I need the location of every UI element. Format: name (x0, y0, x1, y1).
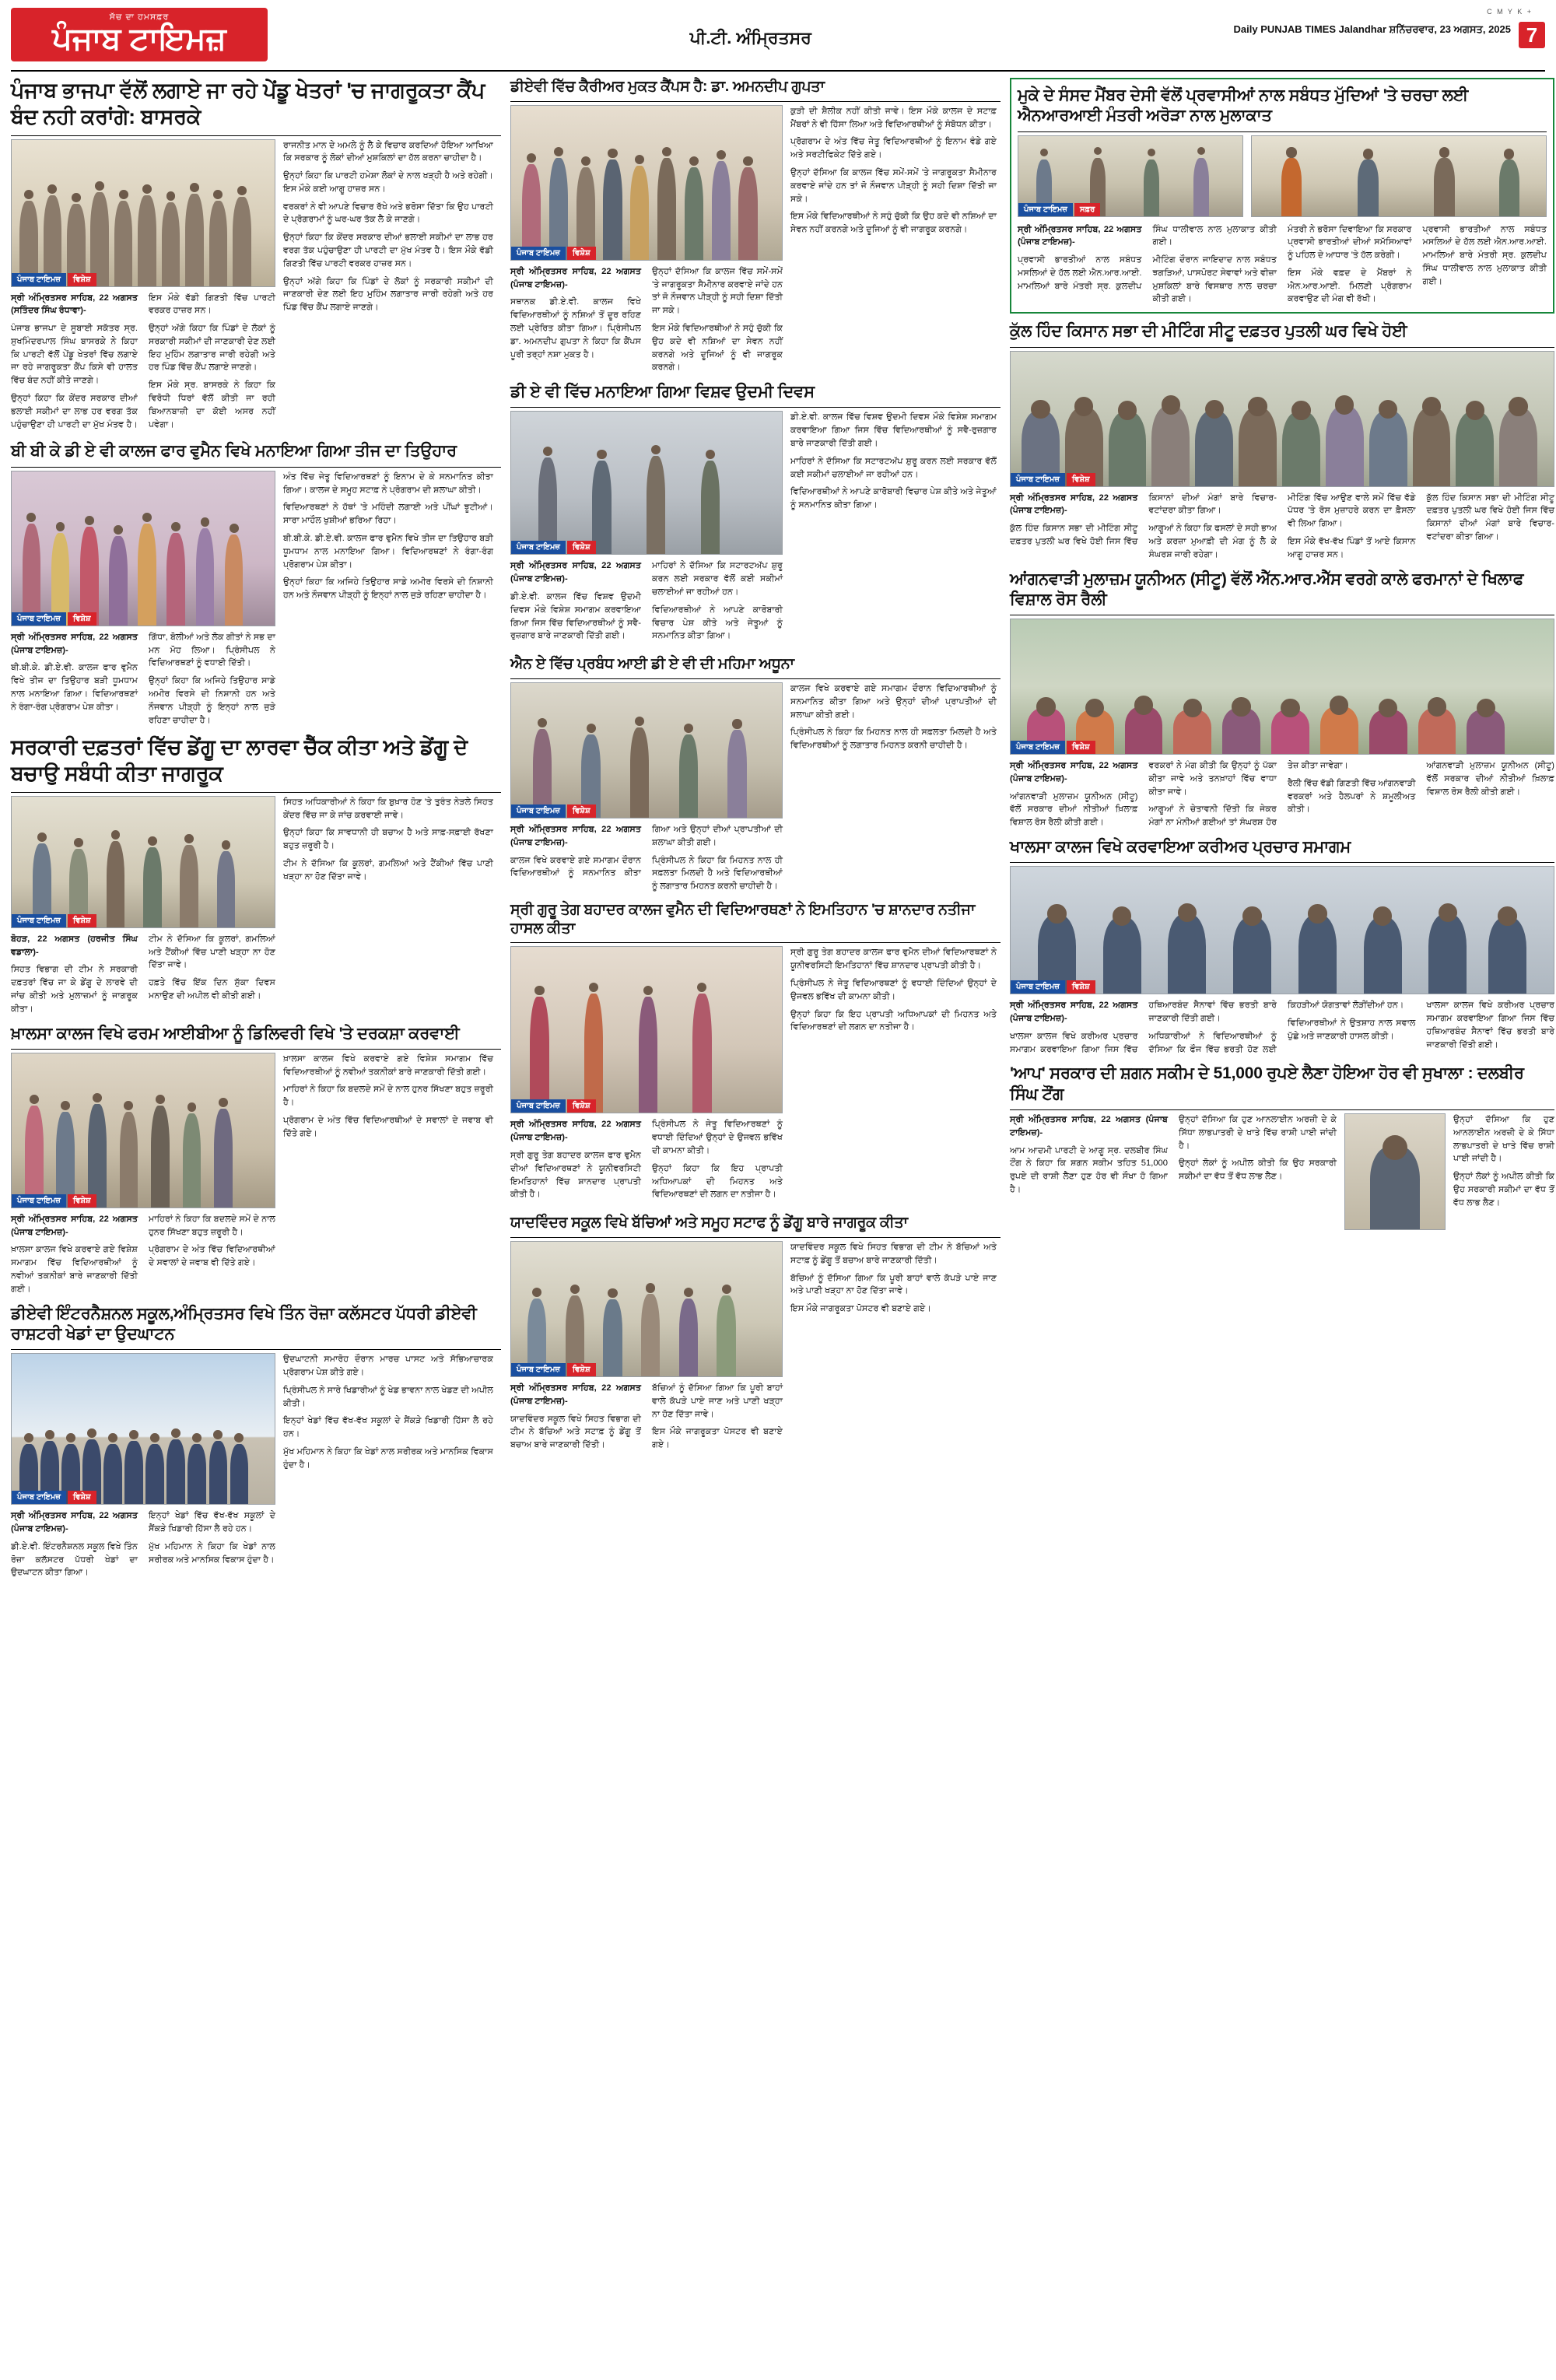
article-paragraph: ਬੀ.ਬੀ.ਕੇ. ਡੀ.ਏ.ਵੀ. ਕਾਲਜ ਫਾਰ ਵੁਮੈਨ ਵਿਖੇ ਤੀਜ ਦਾ ਤਿਉਹਾਰ ਬੜੀ ਧੂਮਧਾਮ ਨਾਲ ਮਨਾਇਆ ਗਿਆ। ਵਿਦਿਆਰਥਣਾਂ ਨੇ ਰੰਗਾ-ਰੰਗ ਪ੍ਰੋਗਰਾਮ ਪੇਸ਼ ਕੀਤਾ। (11, 663, 138, 712)
masthead (11, 8, 1545, 68)
headline: ਪੰਜਾਬ ਭਾਜਪਾ ਵੱਲੋਂ ਲਗਾਏ ਜਾ ਰਹੇ ਪੇਂਡੂ ਖੇਤਰਾਂ 'ਚ ਜਾਗਰੂਕਤਾ ਕੈਂਪ ਬੰਦ ਨਹੀ ਕਰਾਂਗੇ: ਬਾਸਰਕੇ (11, 78, 501, 136)
article-paragraph: ਇਸ ਮੌਕੇ ਜਾਗਰੂਕਤਾ ਪੋਸਟਰ ਵੀ ਬਣਾਏ ਗਏ। (790, 1304, 931, 1314)
article-photo (11, 139, 275, 287)
article-paragraph: ਉਨ੍ਹਾਂ ਅੱਗੇ ਕਿਹਾ ਕਿ ਪਿੰਡਾਂ ਦੇ ਲੋਕਾਂ ਨੂੰ ਸਰਕਾਰੀ ਸਕੀਮਾਂ ਦੀ ਜਾਣਕਾਰੀ ਦੇਣ ਲਈ ਇਹ ਮੁਹਿੰਮ ਲਗਾਤਾਰ ਜਾਰੀ ਰਹੇਗੀ ਅਤੇ ਹਰ ਪਿੰਡ ਵਿੱਚ ਕੈਂਪ ਲਗਾਏ ਜਾਣਗੇ। (283, 276, 493, 313)
photo-credit: ਪੰਜਾਬ ਟਾਇਮਜ਼ ਵਿਸ਼ੇਸ਼ (511, 804, 596, 818)
article-paragraph: ਡੀ.ਏ.ਵੀ. ਕਾਲਜ ਵਿੱਚ ਵਿਸ਼ਵ ਉਦਮੀ ਦਿਵਸ ਮੌਕੇ ਵਿਸ਼ੇਸ਼ ਸਮਾਗਮ ਕਰਵਾਇਆ ਗਿਆ ਜਿਸ ਵਿੱਚ ਵਿਦਿਆਰਥੀਆਂ ਨੂੰ ਸਵੈ-ਰੁਜ਼ਗਾਰ ਬਾਰੇ ਜਾਣਕਾਰੀ ਦਿੱਤੀ ਗਈ। (790, 412, 997, 448)
article-paragraph: ਆਗੂਆਂ ਨੇ ਚੇਤਾਵਨੀ ਦਿੱਤੀ ਕਿ ਜੇਕਰ ਮੰਗਾਂ ਨਾ ਮੰਨੀਆਂ ਗਈਆਂ ਤਾਂ ਸੰਘਰਸ਼ ਹੋਰ ਤੇਜ਼ ਕੀਤਾ ਜਾਵੇਗਾ। (1148, 761, 1349, 828)
article-dateline: ਸ੍ਰੀ ਅੰਮ੍ਰਿਤਸਰ ਸਾਹਿਬ, 22 ਅਗਸਤ (ਪੰਜਾਬ ਟਾਇਮਜ਼)- (510, 824, 641, 847)
article-paragraph: ਪ੍ਰਿੰਸੀਪਲ ਨੇ ਜੇਤੂ ਵਿਦਿਆਰਥਣਾਂ ਨੂੰ ਵਧਾਈ ਦਿੰਦਿਆਂ ਉਨ੍ਹਾਂ ਦੇ ਉਜਵਲ ਭਵਿੱਖ ਦੀ ਕਾਮਨਾ ਕੀਤੀ। (790, 978, 997, 1001)
article-paragraph: ਪ੍ਰਵਾਸੀ ਭਾਰਤੀਆਂ ਨਾਲ ਸਬੰਧਤ ਮਸਲਿਆਂ ਦੇ ਹੱਲ ਲਈ ਐਨ.ਆਰ.ਆਈ. ਮਾਮਲਿਆਂ ਬਾਰੇ ਮੰਤਰੀ ਸ੍ਰ. ਕੁਲਦੀਪ ਸਿੰਘ ਧਾਲੀਵਾਲ ਨਾਲ ਮੁਲਾਕਾਤ ਕੀਤੀ ਗਈ। (1018, 224, 1277, 291)
article-paragraph: ਪ੍ਰਿੰਸੀਪਲ ਨੇ ਕਿਹਾ ਕਿ ਮਿਹਨਤ ਨਾਲ ਹੀ ਸਫ਼ਲਤਾ ਮਿਲਦੀ ਹੈ ਅਤੇ ਵਿਦਿਆਰਥੀਆਂ ਨੂੰ ਲਗਾਤਾਰ ਮਿਹਨਤ ਕਰਨੀ ਚਾਹੀਦੀ ਹੈ। (790, 727, 997, 751)
headline: ਡੀਏਵੀ ਵਿੱਚ ਕੈਰੀਅਰ ਮੁਕਤ ਕੈਂਪਸ ਹੈ: ਡਾ. ਅਮਨਦੀਪ ਗੁਪਤਾ (510, 78, 1001, 102)
article-paragraph: ਖਾਲਸਾ ਕਾਲਜ ਵਿਖੇ ਕਰੀਅਰ ਪ੍ਰਚਾਰ ਸਮਾਗਮ ਕਰਵਾਇਆ ਗਿਆ ਜਿਸ ਵਿੱਚ ਹਥਿਆਰਬੰਦ ਸੈਨਾਵਾਂ ਵਿੱਚ ਭਰਤੀ ਬਾਰੇ ਜਾਣਕਾਰੀ ਦਿੱਤੀ ਗਈ। (1426, 1001, 1554, 1050)
article-paragraph: ਮੀਟਿੰਗ ਦੌਰਾਨ ਜਾਇਦਾਦ ਨਾਲ ਸਬੰਧਤ ਝਗੜਿਆਂ, ਪਾਸਪੋਰਟ ਸੇਵਾਵਾਂ ਅਤੇ ਵੀਜ਼ਾ ਮੁਸ਼ਕਿਲਾਂ ਬਾਰੇ ਵਿਸਥਾਰ ਨਾਲ ਚਰਚਾ ਕੀਤੀ ਗਈ। (1152, 255, 1277, 304)
article-photo (1010, 619, 1554, 755)
article-paragraph: ਸਿਹਤ ਅਧਿਕਾਰੀਆਂ ਨੇ ਕਿਹਾ ਕਿ ਬੁਖ਼ਾਰ ਹੋਣ 'ਤੇ ਤੁਰੰਤ ਨੇੜਲੇ ਸਿਹਤ ਕੇਂਦਰ ਵਿੱਚ ਜਾ ਕੇ ਜਾਂਚ ਕਰਵਾਈ ਜਾਵੇ। (283, 797, 493, 820)
photo-credit: ਪੰਜਾਬ ਟਾਇਮਜ਼ ਵਿਸ਼ੇਸ਼ (511, 1363, 596, 1376)
article-photo (11, 1053, 275, 1208)
article-paragraph: ਕਾਲਜ ਵਿਖੇ ਕਰਵਾਏ ਗਏ ਸਮਾਗਮ ਦੌਰਾਨ ਵਿਦਿਆਰਥੀਆਂ ਨੂੰ ਸਨਮਾਨਿਤ ਕੀਤਾ ਗਿਆ ਅਤੇ ਉਨ੍ਹਾਂ ਦੀਆਂ ਪ੍ਰਾਪਤੀਆਂ ਦੀ ਸ਼ਲਾਘਾ ਕੀਤੀ ਗਈ। (510, 824, 783, 878)
article-paragraph: ਪ੍ਰਿੰਸੀਪਲ ਨੇ ਕਿਹਾ ਕਿ ਮਿਹਨਤ ਨਾਲ ਹੀ ਸਫ਼ਲਤਾ ਮਿਲਦੀ ਹੈ ਅਤੇ ਵਿਦਿਆਰਥੀਆਂ ਨੂੰ ਲਗਾਤਾਰ ਮਿਹਨਤ ਕਰਨੀ ਚਾਹੀਦੀ ਹੈ। (652, 855, 783, 892)
page-number: 7 (1519, 22, 1545, 48)
article-paragraph: ਪ੍ਰਿੰਸੀਪਲ ਨੇ ਸਾਰੇ ਖਿਡਾਰੀਆਂ ਨੂੰ ਖੇਡ ਭਾਵਨਾ ਨਾਲ ਖੇਡਣ ਦੀ ਅਪੀਲ ਕੀਤੀ। (283, 1385, 493, 1408)
photo-credit: ਪੰਜਾਬ ਟਾਇਮਜ਼ ਵਿਸ਼ੇਸ਼ (12, 612, 96, 626)
article-paragraph: ਅਧਿਕਾਰੀਆਂ ਨੇ ਵਿਦਿਆਰਥੀਆਂ ਨੂੰ ਦੱਸਿਆ ਕਿ ਫੌਜ ਵਿੱਚ ਭਰਤੀ ਹੋਣ ਲਈ ਕਿਹੜੀਆਂ ਯੋਗਤਾਵਾਂ ਲੋੜੀਂਦੀਆਂ ਹਨ। (1148, 1001, 1404, 1054)
article-dateline: ਸ੍ਰੀ ਅੰਮ੍ਰਿਤਸਰ ਸਾਹਿਬ, 22 ਅਗਸਤ (ਪੰਜਾਬ ਟਾਇਮਜ਼)- (510, 1383, 641, 1406)
article-paragraph: ਮੀਟਿੰਗ ਵਿੱਚ ਆਉਣ ਵਾਲੇ ਸਮੇਂ ਵਿੱਚ ਵੱਡੇ ਪੱਧਰ 'ਤੇ ਰੋਸ ਮੁਜ਼ਾਹਰੇ ਕਰਨ ਦਾ ਫ਼ੈਸਲਾ ਵੀ ਲਿਆ ਗਿਆ। (1288, 492, 1416, 529)
article-paragraph: ਸਿਹਤ ਵਿਭਾਗ ਦੀ ਟੀਮ ਨੇ ਸਰਕਾਰੀ ਦਫ਼ਤਰਾਂ ਵਿੱਚ ਜਾ ਕੇ ਡੇਂਗੂ ਦੇ ਲਾਰਵੇ ਦੀ ਜਾਂਚ ਕੀਤੀ ਅਤੇ ਮੁਲਾਜ਼ਮਾਂ ਨੂੰ ਜਾਗਰੂਕ ਕੀਤਾ। (11, 965, 138, 1014)
article-dateline: ਸ੍ਰੀ ਅੰਮ੍ਰਿਤਸਰ ਸਾਹਿਬ, 22 ਅਗਸਤ (ਪੰਜਾਬ ਟਾਇਮਜ਼)- (1010, 761, 1138, 783)
article-paragraph: ਸ੍ਰੀ ਗੁਰੂ ਤੇਗ ਬਹਾਦਰ ਕਾਲਜ ਫਾਰ ਵੁਮੈਨ ਦੀਆਂ ਵਿਦਿਆਰਥਣਾਂ ਨੇ ਯੂਨੀਵਰਸਿਟੀ ਇਮਤਿਹਾਨਾਂ ਵਿੱਚ ਸ਼ਾਨਦਾਰ ਪ੍ਰਾਪਤੀ ਕੀਤੀ ਹੈ। (790, 948, 997, 971)
logo-tagline: ਸੱਚ ਦਾ ਹਮਸਫ਼ਰ (109, 12, 170, 22)
page-grid (11, 78, 1554, 1579)
article-paragraph: ਪੰਜਾਬ ਭਾਜਪਾ ਦੇ ਸੂਬਾਈ ਸਕੱਤਰ ਸ੍ਰ. ਸੁਖਮਿੰਦਰਪਾਲ ਸਿੰਘ ਬਾਸਰਕੇ ਨੇ ਕਿਹਾ ਕਿ ਪਾਰਟੀ ਵੱਲੋਂ ਪੇਂਡੂ ਖੇਤਰਾਂ ਵਿੱਚ ਲਗਾਏ ਜਾ ਰਹੇ ਜਾਗਰੂਕਤਾ ਕੈਂਪ ਕਿਸੇ ਵੀ ਹਾਲਤ ਵਿੱਚ ਬੰਦ ਨਹੀਂ ਕੀਤੇ ਜਾਣਗੇ। (11, 324, 138, 386)
headline: ਬੀ ਬੀ ਕੇ ਡੀ ਏ ਵੀ ਕਾਲਜ ਫਾਰ ਵੁਮੈਨ ਵਿਖੇ ਮਨਾਇਆ ਗਿਆ ਤੀਜ ਦਾ ਤਿਉਹਾਰ (11, 441, 501, 467)
photo-credit: ਪੰਜਾਬ ਟਾਇਮਜ਼ ਵਿਸ਼ੇਸ਼ (12, 273, 96, 286)
article-paragraph: ਆਗੂਆਂ ਨੇ ਕਿਹਾ ਕਿ ਫਸਲਾਂ ਦੇ ਸਹੀ ਭਾਅ ਅਤੇ ਕਰਜ਼ਾ ਮੁਆਫ਼ੀ ਦੀ ਮੰਗ ਨੂੰ ਲੈ ਕੇ ਸੰਘਰਸ਼ ਜਾਰੀ ਰਹੇਗਾ। (1148, 524, 1277, 559)
headline: ਕੁੱਲ ਹਿੰਦ ਕਿਸਾਨ ਸਭਾ ਦੀ ਮੀਟਿੰਗ ਸੀਟੂ ਦਫ਼ਤਰ ਪੁਤਲੀ ਘਰ ਵਿਖੇ ਹੋਈ (1010, 321, 1554, 347)
article-paragraph: ਆਂਗਨਵਾੜੀ ਮੁਲਾਜ਼ਮ ਯੂਨੀਅਨ (ਸੀਟੂ) ਵੱਲੋਂ ਸਰਕਾਰ ਦੀਆਂ ਨੀਤੀਆਂ ਖ਼ਿਲਾਫ਼ ਵਿਸ਼ਾਲ ਰੋਸ ਰੈਲੀ ਕੀਤੀ ਗਈ। (1426, 761, 1554, 797)
article-paragraph: ਉਨ੍ਹਾਂ ਕਿਹਾ ਕਿ ਇਹ ਪ੍ਰਾਪਤੀ ਅਧਿਆਪਕਾਂ ਦੀ ਮਿਹਨਤ ਅਤੇ ਵਿਦਿਆਰਥਣਾਂ ਦੀ ਲਗਨ ਦਾ ਨਤੀਜਾ ਹੈ। (652, 1163, 783, 1200)
article-paragraph: ਇਸ ਮੌਕੇ ਵੱਖ-ਵੱਖ ਪਿੰਡਾਂ ਤੋਂ ਆਏ ਕਿਸਾਨ ਆਗੂ ਹਾਜ਼ਰ ਸਨ। (1288, 536, 1416, 559)
article-paragraph: ਉਨ੍ਹਾਂ ਲੋਕਾਂ ਨੂੰ ਅਪੀਲ ਕੀਤੀ ਕਿ ਉਹ ਸਰਕਾਰੀ ਸਕੀਮਾਂ ਦਾ ਵੱਧ ਤੋਂ ਵੱਧ ਲਾਭ ਲੈਣ। (1179, 1158, 1337, 1182)
article-paragraph: ਆਂਗਨਵਾੜੀ ਮੁਲਾਜ਼ਮ ਯੂਨੀਅਨ (ਸੀਟੂ) ਵੱਲੋਂ ਸਰਕਾਰ ਦੀਆਂ ਨੀਤੀਆਂ ਖ਼ਿਲਾਫ਼ ਵਿਸ਼ਾਲ ਰੋਸ ਰੈਲੀ ਕੀਤੀ ਗਈ। (1010, 791, 1138, 828)
article-paragraph: ਗਿੱਧਾ, ਬੋਲੀਆਂ ਅਤੇ ਲੋਕ ਗੀਤਾਂ ਨੇ ਸਭ ਦਾ ਮਨ ਮੋਹ ਲਿਆ। ਪ੍ਰਿੰਸੀਪਲ ਨੇ ਵਿਦਿਆਰਥਣਾਂ ਨੂੰ ਵਧਾਈ ਦਿੱਤੀ। (149, 632, 275, 668)
article-dateline: ਸ੍ਰੀ ਅੰਮ੍ਰਿਤਸਰ ਸਾਹਿਬ, 22 ਅਗਸਤ (ਪੰਜਾਬ ਟਾਇਮਜ਼)- (510, 1120, 641, 1143)
article-paragraph: ਵਰਕਰਾਂ ਨੇ ਵੀ ਆਪਣੇ ਵਿਚਾਰ ਰੱਖੇ ਅਤੇ ਭਰੋਸਾ ਦਿੱਤਾ ਕਿ ਉਹ ਪਾਰਟੀ ਦੇ ਪ੍ਰੋਗਰਾਮਾਂ ਨੂੰ ਘਰ-ਘਰ ਤੱਕ ਲੈ ਕੇ ਜਾਣਗੇ। (283, 202, 493, 225)
article-paragraph: ਕੁੱਲ ਹਿੰਦ ਕਿਸਾਨ ਸਭਾ ਦੀ ਮੀਟਿੰਗ ਸੀਟੂ ਦਫ਼ਤਰ ਪੁਤਲੀ ਘਰ ਵਿਖੇ ਹੋਈ ਜਿਸ ਵਿੱਚ ਕਿਸਾਨਾਂ ਦੀਆਂ ਮੰਗਾਂ ਬਾਰੇ ਵਿਚਾਰ-ਵਟਾਂਦਰਾ ਕੀਤਾ ਗਿਆ। (1426, 492, 1554, 542)
column-middle (510, 78, 1001, 1579)
article-dateline: ਬੋਹੜ, 22 ਅਗਸਤ (ਹਰਜੀਤ ਸਿੰਘ ਵਡਾਲਾ)- (11, 934, 138, 957)
article-paragraph: ਯਾਦਵਿੰਦਰ ਸਕੂਲ ਵਿਖੇ ਸਿਹਤ ਵਿਭਾਗ ਦੀ ਟੀਮ ਨੇ ਬੱਚਿਆਂ ਅਤੇ ਸਟਾਫ਼ ਨੂੰ ਡੇਂਗੂ ਤੋਂ ਬਚਾਅ ਬਾਰੇ ਜਾਣਕਾਰੀ ਦਿੱਤੀ। (510, 1414, 641, 1450)
article-a11 (510, 901, 1001, 1206)
article-dateline: ਸ੍ਰੀ ਅੰਮ੍ਰਿਤਸਰ ਸਾਹਿਬ, 22 ਅਗਸਤ (ਪੰਜਾਬ ਟਾਇਮਜ਼)- (11, 1511, 138, 1534)
article-paragraph: ਵਰਕਰਾਂ ਨੇ ਮੰਗ ਕੀਤੀ ਕਿ ਉਨ੍ਹਾਂ ਨੂੰ ਪੱਕਾ ਕੀਤਾ ਜਾਵੇ ਅਤੇ ਤਨਖ਼ਾਹਾਂ ਵਿੱਚ ਵਾਧਾ ਕੀਤਾ ਜਾਵੇ। (1148, 761, 1277, 797)
cmyk-marks-right: C M Y K + (1487, 8, 1533, 16)
article-paragraph: ਪ੍ਰੋਗਰਾਮ ਦੇ ਅੰਤ ਵਿੱਚ ਵਿਦਿਆਰਥੀਆਂ ਦੇ ਸਵਾਲਾਂ ਦੇ ਜਵਾਬ ਵੀ ਦਿੱਤੇ ਗਏ। (283, 1116, 493, 1138)
article-paragraph: ਸ੍ਰੀ ਗੁਰੂ ਤੇਗ ਬਹਾਦਰ ਕਾਲਜ ਫਾਰ ਵੁਮੈਨ ਦੀਆਂ ਵਿਦਿਆਰਥਣਾਂ ਨੇ ਯੂਨੀਵਰਸਿਟੀ ਇਮਤਿਹਾਨਾਂ ਵਿੱਚ ਸ਼ਾਨਦਾਰ ਪ੍ਰਾਪਤੀ ਕੀਤੀ ਹੈ। (510, 1150, 641, 1200)
article-paragraph: ਆਮ ਆਦਮੀ ਪਾਰਟੀ ਦੇ ਆਗੂ ਸ੍ਰ. ਦਲਬੀਰ ਸਿੰਘ ਟੌਂਗ ਨੇ ਕਿਹਾ ਕਿ ਸ਼ਗਨ ਸਕੀਮ ਤਹਿਤ 51,000 ਰੁਪਏ ਦੀ ਰਾਸ਼ੀ ਲੈਣਾ ਹੁਣ ਹੋਰ ਵੀ ਸੌਖਾ ਹੋ ਗਿਆ ਹੈ। (1010, 1145, 1168, 1194)
column-right (1010, 78, 1554, 1579)
article-paragraph: ਬੱਚਿਆਂ ਨੂੰ ਦੱਸਿਆ ਗਿਆ ਕਿ ਪੂਰੀ ਬਾਹਾਂ ਵਾਲੇ ਕੱਪੜੇ ਪਾਏ ਜਾਣ ਅਤੇ ਪਾਣੀ ਖੜ੍ਹਾ ਨਾ ਹੋਣ ਦਿੱਤਾ ਜਾਵੇ। (652, 1383, 783, 1419)
article-paragraph: ਬੱਚਿਆਂ ਨੂੰ ਦੱਸਿਆ ਗਿਆ ਕਿ ਪੂਰੀ ਬਾਹਾਂ ਵਾਲੇ ਕੱਪੜੇ ਪਾਏ ਜਾਣ ਅਤੇ ਪਾਣੀ ਖੜ੍ਹਾ ਨਾ ਹੋਣ ਦਿੱਤਾ ਜਾਵੇ। (790, 1273, 997, 1296)
headline: ਆਂਗਨਵਾੜੀ ਮੁਲਾਜ਼ਮ ਯੂਨੀਅਨ (ਸੀਟੂ) ਵੱਲੋਂ ਐੱਨ.ਆਰ.ਐੱਸ ਵਰਗੇ ਕਾਲੇ ਫਰਮਾਨਾਂ ਦੇ ਖਿਲਾਫ ਵਿਸ਼ਾਲ ਰੋਸ ਰੈਲੀ (1010, 570, 1554, 616)
article-paragraph: ਇਸ ਮੌਕੇ ਵਿਦਿਆਰਥੀਆਂ ਨੇ ਸਹੁੰ ਚੁੱਕੀ ਕਿ ਉਹ ਕਦੇ ਵੀ ਨਸ਼ਿਆਂ ਦਾ ਸੇਵਨ ਨਹੀਂ ਕਰਨਗੇ ਅਤੇ ਦੂਜਿਆਂ ਨੂੰ ਵੀ ਜਾਗਰੂਕ ਕਰਨਗੇ। (790, 212, 997, 235)
article-paragraph: ਉਨ੍ਹਾਂ ਕਿਹਾ ਕਿ ਅਜਿਹੇ ਤਿਉਹਾਰ ਸਾਡੇ ਅਮੀਰ ਵਿਰਸੇ ਦੀ ਨਿਸ਼ਾਨੀ ਹਨ ਅਤੇ ਨੌਜਵਾਨ ਪੀੜ੍ਹੀ ਨੂੰ ਇਨ੍ਹਾਂ ਨਾਲ ਜੁੜੇ ਰਹਿਣਾ ਚਾਹੀਦਾ ਹੈ। (149, 676, 275, 725)
logo-title: ਪੰਜਾਬ ਟਾਇਮਜ਼ (52, 22, 226, 56)
article-a9 (1010, 570, 1554, 829)
headline: ਯਾਦਵਿੰਦਰ ਸਕੂਲ ਵਿਖੇ ਬੱਚਿਆਂ ਅਤੇ ਸਮੂਹ ਸਟਾਫ ਨੂੰ ਡੇਂਗੂ ਬਾਰੇ ਜਾਗਰੂਕ ਕੀਤਾ (510, 1214, 1001, 1238)
article-paragraph: ਖ਼ਾਲਸਾ ਕਾਲਜ ਵਿਖੇ ਕਰਵਾਏ ਗਏ ਵਿਸ਼ੇਸ਼ ਸਮਾਗਮ ਵਿੱਚ ਵਿਦਿਆਰਥੀਆਂ ਨੂੰ ਨਵੀਆਂ ਤਕਨੀਕਾਂ ਬਾਰੇ ਜਾਣਕਾਰੀ ਦਿੱਤੀ ਗਈ। (11, 1245, 138, 1294)
masthead-rule (11, 70, 1545, 72)
article-paragraph: ਕੁੜੀ ਦੀ ਸ਼ੈਲੀਕ ਨਹੀਂ ਕੀਤੀ ਜਾਵੇ। ਇਸ ਮੌਕੇ ਕਾਲਜ ਦੇ ਸਟਾਫ਼ ਮੈਂਬਰਾਂ ਨੇ ਵੀ ਹਿੱਸਾ ਲਿਆ ਅਤੇ ਵਿਦਿਆਰਥੀਆਂ ਨੂੰ ਸੰਬੋਧਨ ਕੀਤਾ। (790, 106, 997, 129)
article-paragraph: ਕਾਲਜ ਵਿਖੇ ਕਰਵਾਏ ਗਏ ਸਮਾਗਮ ਦੌਰਾਨ ਵਿਦਿਆਰਥੀਆਂ ਨੂੰ ਸਨਮਾਨਿਤ ਕੀਤਾ ਗਿਆ ਅਤੇ ਉਨ੍ਹਾਂ ਦੀਆਂ ਪ੍ਰਾਪਤੀਆਂ ਦੀ ਸ਼ਲਾਘਾ ਕੀਤੀ ਗਈ। (790, 683, 997, 720)
article-a10 (11, 1024, 501, 1296)
article-paragraph: ਇਸ ਮੌਕੇ ਜਾਗਰੂਕਤਾ ਪੋਸਟਰ ਵੀ ਬਣਾਏ ਗਏ। (652, 1427, 783, 1450)
article-paragraph: ਡੀ.ਏ.ਵੀ. ਇੰਟਰਨੈਸ਼ਨਲ ਸਕੂਲ ਵਿਖੇ ਤਿੰਨ ਰੋਜ਼ਾ ਕਲੱਸਟਰ ਪੱਧਰੀ ਖੇਡਾਂ ਦਾ ਉਦਘਾਟਨ ਕੀਤਾ ਗਿਆ। (11, 1541, 138, 1578)
article-paragraph: ਉਨ੍ਹਾਂ ਦੱਸਿਆ ਕਿ ਹੁਣ ਆਨਲਾਈਨ ਅਰਜ਼ੀ ਦੇ ਕੇ ਸਿੱਧਾ ਲਾਭਪਾਤਰੀ ਦੇ ਖਾਤੇ ਵਿੱਚ ਰਾਸ਼ੀ ਪਾਈ ਜਾਂਦੀ ਹੈ। (1453, 1114, 1554, 1164)
headline: 'ਆਪ' ਸਰਕਾਰ ਦੀ ਸ਼ਗਨ ਸਕੀਮ ਦੇ 51,000 ਰੁਪਏ ਲੈਣਾ ਹੋਇਆ ਹੋਰ ਵੀ ਸੁਖਾਲਾ : ਦਲਬੀਰ ਸਿੰਘ ਟੌਂਗ (1010, 1064, 1554, 1110)
date-line: Daily PUNJAB TIMES Jalandhar ਸ਼ਨਿੱਚਰਵਾਰ, 23 ਅਗਸਤ, 2025 (1233, 23, 1511, 35)
article-paragraph: ਖਾਲਸਾ ਕਾਲਜ ਵਿਖੇ ਕਰੀਅਰ ਪ੍ਰਚਾਰ ਸਮਾਗਮ ਕਰਵਾਇਆ ਗਿਆ ਜਿਸ ਵਿੱਚ ਹਥਿਆਰਬੰਦ ਸੈਨਾਵਾਂ ਵਿੱਚ ਭਰਤੀ ਬਾਰੇ ਜਾਣਕਾਰੀ ਦਿੱਤੀ ਗਈ। (1010, 1001, 1277, 1054)
article-paragraph: ਇਸ ਮੌਕੇ ਵਿਦਿਆਰਥੀਆਂ ਨੇ ਸਹੁੰ ਚੁੱਕੀ ਕਿ ਉਹ ਕਦੇ ਵੀ ਨਸ਼ਿਆਂ ਦਾ ਸੇਵਨ ਨਹੀਂ ਕਰਨਗੇ ਅਤੇ ਦੂਜਿਆਂ ਨੂੰ ਵੀ ਜਾਗਰੂਕ ਕਰਨਗੇ। (652, 323, 783, 373)
article-paragraph: ਵਿਦਿਆਰਥਣਾਂ ਨੇ ਹੱਥਾਂ 'ਤੇ ਮਹਿੰਦੀ ਲਗਾਈ ਅਤੇ ਪੀਂਘਾਂ ਝੂਟੀਆਂ। ਸਾਰਾ ਮਾਹੌਲ ਖੁਸ਼ੀਆਂ ਭਰਿਆ ਰਿਹਾ। (283, 503, 493, 526)
article-dateline: ਸ੍ਰੀ ਅੰਮ੍ਰਿਤਸਰ ਸਾਹਿਬ, 22 ਅਗਸਤ (ਪੰਜਾਬ ਟਾਇਮਜ਼)- (1010, 1114, 1168, 1137)
photo-credit: ਪੰਜਾਬ ਟਾਇਮਜ਼ ਵਿਸ਼ੇਸ਼ (12, 1194, 96, 1208)
headline: ਸਰਕਾਰੀ ਦਫ਼ਤਰਾਂ ਵਿੱਚ ਡੇਂਗੂ ਦਾ ਲਾਰਵਾ ਚੈੱਕ ਕੀਤਾ ਅਤੇ ਡੇਂਗੂ ਦੇ ਬਚਾਉ ਸਬੰਧੀ ਕੀਤਾ ਜਾਗਰੂਕ (11, 734, 501, 793)
photo-credit: ਪੰਜਾਬ ਟਾਇਮਜ਼ ਵਿਸ਼ੇਸ਼ (511, 1099, 596, 1113)
article-a3 (1010, 78, 1554, 314)
article-paragraph: ਪ੍ਰਵਾਸੀ ਭਾਰਤੀਆਂ ਨਾਲ ਸਬੰਧਤ ਮਸਲਿਆਂ ਦੇ ਹੱਲ ਲਈ ਐਨ.ਆਰ.ਆਈ. ਮਾਮਲਿਆਂ ਬਾਰੇ ਮੰਤਰੀ ਸ੍ਰ. ਕੁਲਦੀਪ ਸਿੰਘ ਧਾਲੀਵਾਲ ਨਾਲ ਮੁਲਾਕਾਤ ਕੀਤੀ ਗਈ। (1422, 224, 1547, 286)
article-a1 (11, 78, 501, 433)
article-a12 (1010, 837, 1554, 1056)
article-paragraph: ਟੀਮ ਨੇ ਦੱਸਿਆ ਕਿ ਕੂਲਰਾਂ, ਗਮਲਿਆਂ ਅਤੇ ਟੈਂਕੀਆਂ ਵਿੱਚ ਪਾਣੀ ਖੜ੍ਹਾ ਨਾ ਹੋਣ ਦਿੱਤਾ ਜਾਵੇ। (149, 934, 275, 970)
article-a2 (510, 78, 1001, 374)
article-dateline: ਸ੍ਰੀ ਅੰਮ੍ਰਿਤਸਰ ਸਾਹਿਬ, 22 ਅਗਸਤ (ਪੰਜਾਬ ਟਾਇਮਜ਼)- (510, 561, 641, 584)
article-paragraph: ਮਾਹਿਰਾਂ ਨੇ ਕਿਹਾ ਕਿ ਬਦਲਦੇ ਸਮੇਂ ਦੇ ਨਾਲ ਹੁਨਰ ਸਿੱਖਣਾ ਬਹੁਤ ਜ਼ਰੂਰੀ ਹੈ। (149, 1214, 275, 1237)
article-paragraph: ਮਾਹਿਰਾਂ ਨੇ ਦੱਸਿਆ ਕਿ ਸਟਾਰਟਅੱਪ ਸ਼ੁਰੂ ਕਰਨ ਲਈ ਸਰਕਾਰ ਵੱਲੋਂ ਕਈ ਸਕੀਮਾਂ ਚਲਾਈਆਂ ਜਾ ਰਹੀਆਂ ਹਨ। (790, 456, 997, 479)
article-paragraph: ਰੈਲੀ ਵਿੱਚ ਵੱਡੀ ਗਿਣਤੀ ਵਿੱਚ ਆਂਗਨਵਾੜੀ ਵਰਕਰਾਂ ਅਤੇ ਹੈਲਪਰਾਂ ਨੇ ਸ਼ਮੂਲੀਅਤ ਕੀਤੀ। (1288, 778, 1416, 815)
photo-credit: ਪੰਜਾਬ ਟਾਇਮਜ਼ ਵਿਸ਼ੇਸ਼ (12, 914, 96, 927)
article-paragraph: ਇਨ੍ਹਾਂ ਖੇਡਾਂ ਵਿੱਚ ਵੱਖ-ਵੱਖ ਸਕੂਲਾਂ ਦੇ ਸੈਂਕੜੇ ਖਿਡਾਰੀ ਹਿੱਸਾ ਲੈ ਰਹੇ ਹਨ। (283, 1416, 493, 1439)
article-paragraph: ਮੁੱਖ ਮਹਿਮਾਨ ਨੇ ਕਿਹਾ ਕਿ ਖੇਡਾਂ ਨਾਲ ਸਰੀਰਕ ਅਤੇ ਮਾਨਸਿਕ ਵਿਕਾਸ ਹੁੰਦਾ ਹੈ। (283, 1446, 493, 1470)
article-photo (11, 796, 275, 928)
article-paragraph: ਵਿਦਿਆਰਥੀਆਂ ਨੇ ਉਤਸ਼ਾਹ ਨਾਲ ਸਵਾਲ ਪੁੱਛੇ ਅਤੇ ਜਾਣਕਾਰੀ ਹਾਸਲ ਕੀਤੀ। (1288, 1018, 1416, 1041)
article-paragraph: ਉਨ੍ਹਾਂ ਦੱਸਿਆ ਕਿ ਕਾਲਜ ਵਿੱਚ ਸਮੇਂ-ਸਮੇਂ 'ਤੇ ਜਾਗਰੂਕਤਾ ਸੈਮੀਨਾਰ ਕਰਵਾਏ ਜਾਂਦੇ ਹਨ ਤਾਂ ਜੋ ਨੌਜਵਾਨ ਪੀੜ੍ਹੀ ਨੂੰ ਸਹੀ ਦਿਸ਼ਾ ਦਿੱਤੀ ਜਾ ਸਕੇ। (790, 167, 997, 204)
article-photo-secondary (1251, 135, 1547, 217)
article-paragraph: ਮਾਹਿਰਾਂ ਨੇ ਕਿਹਾ ਕਿ ਬਦਲਦੇ ਸਮੇਂ ਦੇ ਨਾਲ ਹੁਨਰ ਸਿੱਖਣਾ ਬਹੁਤ ਜ਼ਰੂਰੀ ਹੈ। (283, 1085, 493, 1108)
article-paragraph: ਉਨ੍ਹਾਂ ਦੱਸਿਆ ਕਿ ਕਾਲਜ ਵਿੱਚ ਸਮੇਂ-ਸਮੇਂ 'ਤੇ ਜਾਗਰੂਕਤਾ ਸੈਮੀਨਾਰ ਕਰਵਾਏ ਜਾਂਦੇ ਹਨ ਤਾਂ ਜੋ ਨੌਜਵਾਨ ਪੀੜ੍ਹੀ ਨੂੰ ਸਹੀ ਦਿਸ਼ਾ ਦਿੱਤੀ ਜਾ ਸਕੇ। (652, 266, 783, 316)
article-photo (510, 1241, 783, 1377)
article-paragraph: ਉਨ੍ਹਾਂ ਕਿਹਾ ਕਿ ਸਾਵਧਾਨੀ ਹੀ ਬਚਾਅ ਹੈ ਅਤੇ ਸਾਫ਼-ਸਫ਼ਾਈ ਰੱਖਣਾ ਬਹੁਤ ਜ਼ਰੂਰੀ ਹੈ। (283, 828, 493, 851)
photo-credit: ਪੰਜਾਬ ਟਾਇਮਜ਼ ਸਫ਼ਰ (1018, 203, 1100, 216)
article-a14 (510, 1214, 1001, 1456)
article-photo (11, 471, 275, 626)
headline: ਐਨ ਏ ਵਿੱਚ ਪ੍ਰਬੰਧ ਆਈ ਡੀ ਏ ਵੀ ਦੀ ਮਹਿਮਾ ਅਧੂਨਾ (510, 655, 1001, 679)
article-paragraph: ਅੰਤ ਵਿੱਚ ਜੇਤੂ ਵਿਦਿਆਰਥਣਾਂ ਨੂੰ ਇਨਾਮ ਦੇ ਕੇ ਸਨਮਾਨਿਤ ਕੀਤਾ ਗਿਆ। ਕਾਲਜ ਦੇ ਸਮੂਹ ਸਟਾਫ਼ ਨੇ ਪ੍ਰੋਗਰਾਮ ਦੀ ਸ਼ਲਾਘਾ ਕੀਤੀ। (283, 471, 493, 495)
headline: ਮੁਕੇ ਦੇ ਸੰਸਦ ਮੈਂਬਰ ਦੇਸੀ ਵੱਲੋਂ ਪ੍ਰਵਾਸੀਆਂ ਨਾਲ ਸਬੰਧਤ ਮੁੱਦਿਆਂ 'ਤੇ ਚਰਚਾ ਲਈ ਐਨਆਰਆਈ ਮੰਤਰੀ ਅਰੋੜਾ ਨਾਲ ਮੁਲਾਕਾਤ (1018, 86, 1547, 132)
article-a4 (11, 441, 501, 727)
article-paragraph: ਹਫ਼ਤੇ ਵਿੱਚ ਇੱਕ ਦਿਨ ਸੁੱਕਾ ਦਿਵਸ ਮਨਾਉਣ ਦੀ ਅਪੀਲ ਵੀ ਕੀਤੀ ਗਈ। (149, 978, 275, 1001)
article-paragraph: ਉਨ੍ਹਾਂ ਅੱਗੇ ਕਿਹਾ ਕਿ ਪਿੰਡਾਂ ਦੇ ਲੋਕਾਂ ਨੂੰ ਸਰਕਾਰੀ ਸਕੀਮਾਂ ਦੀ ਜਾਣਕਾਰੀ ਦੇਣ ਲਈ ਇਹ ਮੁਹਿੰਮ ਲਗਾਤਾਰ ਜਾਰੀ ਰਹੇਗੀ ਅਤੇ ਹਰ ਪਿੰਡ ਵਿੱਚ ਕੈਂਪ ਲਗਾਏ ਜਾਣਗੇ। (149, 324, 275, 373)
article-paragraph: ਪ੍ਰੋਗਰਾਮ ਦੇ ਅੰਤ ਵਿੱਚ ਵਿਦਿਆਰਥੀਆਂ ਦੇ ਸਵਾਲਾਂ ਦੇ ਜਵਾਬ ਵੀ ਦਿੱਤੇ ਗਏ। (149, 1245, 275, 1268)
article-a7 (11, 734, 501, 1015)
article-paragraph: ਉਦਘਾਟਨੀ ਸਮਾਰੋਹ ਦੌਰਾਨ ਮਾਰਚ ਪਾਸਟ ਅਤੇ ਸੱਭਿਆਚਾਰਕ ਪ੍ਰੋਗਰਾਮ ਪੇਸ਼ ਕੀਤੇ ਗਏ। (283, 1355, 493, 1377)
photo-credit: ਪੰਜਾਬ ਟਾਇਮਜ਼ ਵਿਸ਼ੇਸ਼ (1011, 741, 1095, 754)
article-paragraph: ਰਾਜਨੀਤ ਮਾਨ ਦੇ ਅਮਲੇ ਨੂੰ ਲੈ ਕੇ ਵਿਚਾਰ ਕਰਦਿਆਂ ਹੋਇਆ ਆਖਿਆ ਕਿ ਸਰਕਾਰ ਨੂੰ ਲੋਕਾਂ ਦੀਆਂ ਮੁਸ਼ਕਿਲਾਂ ਦਾ ਹੱਲ ਕਰਨਾ ਚਾਹੀਦਾ ਹੈ। (283, 140, 493, 163)
article-photo (1018, 135, 1243, 217)
article-paragraph: ਮਾਹਿਰਾਂ ਨੇ ਦੱਸਿਆ ਕਿ ਸਟਾਰਟਅੱਪ ਸ਼ੁਰੂ ਕਰਨ ਲਈ ਸਰਕਾਰ ਵੱਲੋਂ ਕਈ ਸਕੀਮਾਂ ਚਲਾਈਆਂ ਜਾ ਰਹੀਆਂ ਹਨ। (652, 561, 783, 597)
article-paragraph: ਕੁੱਲ ਹਿੰਦ ਕਿਸਾਨ ਸਭਾ ਦੀ ਮੀਟਿੰਗ ਸੀਟੂ ਦਫ਼ਤਰ ਪੁਤਲੀ ਘਰ ਵਿਖੇ ਹੋਈ ਜਿਸ ਵਿੱਚ ਕਿਸਾਨਾਂ ਦੀਆਂ ਮੰਗਾਂ ਬਾਰੇ ਵਿਚਾਰ-ਵਟਾਂਦਰਾ ਕੀਤਾ ਗਿਆ। (1010, 492, 1277, 546)
article-paragraph: ਉਨ੍ਹਾਂ ਕਿਹਾ ਕਿ ਅਜਿਹੇ ਤਿਉਹਾਰ ਸਾਡੇ ਅਮੀਰ ਵਿਰਸੇ ਦੀ ਨਿਸ਼ਾਨੀ ਹਨ ਅਤੇ ਨੌਜਵਾਨ ਪੀੜ੍ਹੀ ਨੂੰ ਇਨ੍ਹਾਂ ਨਾਲ ਜੁੜੇ ਰਹਿਣਾ ਚਾਹੀਦਾ ਹੈ। (283, 577, 493, 601)
article-paragraph: ਉਨ੍ਹਾਂ ਕਿਹਾ ਕਿ ਕੇਂਦਰ ਸਰਕਾਰ ਦੀਆਂ ਭਲਾਈ ਸਕੀਮਾਂ ਦਾ ਲਾਭ ਹਰ ਵਰਗ ਤੱਕ ਪਹੁੰਚਾਉਣਾ ਹੀ ਪਾਰਟੀ ਦਾ ਮੁੱਖ ਮੰਤਵ ਹੈ। ਇਸ ਮੌਕੇ ਵੱਡੀ ਗਿਣਤੀ ਵਿੱਚ ਪਾਰਟੀ ਵਰਕਰ ਹਾਜ਼ਰ ਸਨ। (283, 233, 493, 268)
article-paragraph: ਉਨ੍ਹਾਂ ਕਿਹਾ ਕਿ ਪਾਰਟੀ ਹਮੇਸ਼ਾ ਲੋਕਾਂ ਦੇ ਨਾਲ ਖੜ੍ਹੀ ਹੈ ਅਤੇ ਰਹੇਗੀ। ਇਸ ਮੌਕੇ ਕਈ ਆਗੂ ਹਾਜ਼ਰ ਸਨ। (283, 171, 493, 194)
article-paragraph: ਬੀ.ਬੀ.ਕੇ. ਡੀ.ਏ.ਵੀ. ਕਾਲਜ ਫਾਰ ਵੁਮੈਨ ਵਿਖੇ ਤੀਜ ਦਾ ਤਿਉਹਾਰ ਬੜੀ ਧੂਮਧਾਮ ਨਾਲ ਮਨਾਇਆ ਗਿਆ। ਵਿਦਿਆਰਥਣਾਂ ਨੇ ਰੰਗਾ-ਰੰਗ ਪ੍ਰੋਗਰਾਮ ਪੇਸ਼ ਕੀਤਾ। (283, 533, 493, 570)
headline: ਡੀਏਵੀ ਇੰਟਰਨੈਸ਼ਨਲ ਸਕੂਲ,ਅੰਮ੍ਰਿਤਸਰ ਵਿਖੇ ਤਿੰਨ ਰੋਜ਼ਾ ਕਲੱਸਟਰ ਪੱਧਰੀ ਡੀਏਵੀ ਰਾਸ਼ਟਰੀ ਖੇਡਾਂ ਦਾ ਉਦਘਾਟਨ (11, 1304, 501, 1351)
article-dateline: ਸ੍ਰੀ ਅੰਮ੍ਰਿਤਸਰ ਸਾਹਿਬ, 22 ਅਗਸਤ (ਸਤਿੰਦਰ ਸਿੰਘ ਰੰਧਾਵਾ)- (11, 293, 138, 316)
article-paragraph: ਟੀਮ ਨੇ ਦੱਸਿਆ ਕਿ ਕੂਲਰਾਂ, ਗਮਲਿਆਂ ਅਤੇ ਟੈਂਕੀਆਂ ਵਿੱਚ ਪਾਣੀ ਖੜ੍ਹਾ ਨਾ ਹੋਣ ਦਿੱਤਾ ਜਾਵੇ। (283, 858, 493, 882)
article-paragraph: ਪ੍ਰਿੰਸੀਪਲ ਨੇ ਜੇਤੂ ਵਿਦਿਆਰਥਣਾਂ ਨੂੰ ਵਧਾਈ ਦਿੰਦਿਆਂ ਉਨ੍ਹਾਂ ਦੇ ਉਜਵਲ ਭਵਿੱਖ ਦੀ ਕਾਮਨਾ ਕੀਤੀ। (652, 1120, 783, 1155)
article-paragraph: ਖ਼ਾਲਸਾ ਕਾਲਜ ਵਿਖੇ ਕਰਵਾਏ ਗਏ ਵਿਸ਼ੇਸ਼ ਸਮਾਗਮ ਵਿੱਚ ਵਿਦਿਆਰਥੀਆਂ ਨੂੰ ਨਵੀਆਂ ਤਕਨੀਕਾਂ ਬਾਰੇ ਜਾਣਕਾਰੀ ਦਿੱਤੀ ਗਈ। (283, 1053, 493, 1077)
article-paragraph: ਸਥਾਨਕ ਡੀ.ਏ.ਵੀ. ਕਾਲਜ ਵਿਖੇ ਵਿਦਿਆਰਥੀਆਂ ਨੂੰ ਨਸ਼ਿਆਂ ਤੋਂ ਦੂਰ ਰਹਿਣ ਲਈ ਪ੍ਰੇਰਿਤ ਕੀਤਾ ਗਿਆ। ਪ੍ਰਿੰਸੀਪਲ ਡਾ. ਅਮਨਦੀਪ ਗੁਪਤਾ ਨੇ ਕਿਹਾ ਕਿ ਕੈਂਪਸ ਪੂਰੀ ਤਰ੍ਹਾਂ ਨਸ਼ਾ ਮੁਕਤ ਹੈ। (510, 297, 641, 359)
article-photo (1010, 866, 1554, 994)
article-dateline: ਸ੍ਰੀ ਅੰਮ੍ਰਿਤਸਰ ਸਾਹਿਬ, 22 ਅਗਸਤ (ਪੰਜਾਬ ਟਾਇਮਜ਼)- (510, 266, 641, 289)
article-a8 (510, 655, 1001, 893)
article-photo (1344, 1113, 1446, 1230)
photo-credit: ਪੰਜਾਬ ਟਾਇਮਜ਼ ਵਿਸ਼ੇਸ਼ (1011, 473, 1095, 486)
headline: ਖ਼ਾਲਸਾ ਕਾਲਜ ਵਿਖੇ ਫਰਮ ਆਈਬੀਆ ਨੂੰ ਡਿਲਿਵਰੀ ਵਿਖੇ 'ਤੇ ਦਰਕਸ਼ਾ ਕਰਵਾਈ (11, 1024, 501, 1050)
article-paragraph: ਇਸ ਮੌਕੇ ਸ੍ਰ. ਬਾਸਰਕੇ ਨੇ ਕਿਹਾ ਕਿ ਵਿਰੋਧੀ ਧਿਰਾਂ ਵੱਲੋਂ ਕੀਤੀ ਜਾ ਰਹੀ ਬਿਆਨਬਾਜ਼ੀ ਦਾ ਕੋਈ ਅਸਰ ਨਹੀਂ ਪਵੇਗਾ। (149, 380, 275, 429)
article-paragraph: ਇਸ ਮੌਕੇ ਵਫ਼ਦ ਦੇ ਮੈਂਬਰਾਂ ਨੇ ਐਨ.ਆਰ.ਆਈ. ਮਿਲਣੀ ਪ੍ਰੋਗਰਾਮ ਕਰਵਾਉਣ ਦੀ ਮੰਗ ਵੀ ਰੱਖੀ। (1288, 268, 1412, 304)
article-paragraph: ਮੁੱਖ ਮਹਿਮਾਨ ਨੇ ਕਿਹਾ ਕਿ ਖੇਡਾਂ ਨਾਲ ਸਰੀਰਕ ਅਤੇ ਮਾਨਸਿਕ ਵਿਕਾਸ ਹੁੰਦਾ ਹੈ। (149, 1541, 275, 1565)
article-dateline: ਸ੍ਰੀ ਅੰਮ੍ਰਿਤਸਰ ਸਾਹਿਬ, 22 ਅਗਸਤ (ਪੰਜਾਬ ਟਾਇਮਜ਼)- (11, 632, 138, 655)
article-photo (1010, 351, 1554, 487)
article-photo (510, 411, 783, 555)
article-dateline: ਸ੍ਰੀ ਅੰਮ੍ਰਿਤਸਰ ਸਾਹਿਬ, 22 ਅਗਸਤ (ਪੰਜਾਬ ਟਾਇਮਜ਼)- (1010, 1001, 1138, 1024)
article-a5 (510, 382, 1001, 647)
headline: ਡੀ ਏ ਵੀ ਵਿੱਚ ਮਨਾਇਆ ਗਿਆ ਵਿਸ਼ਵ ਉਦਮੀ ਦਿਵਸ (510, 382, 1001, 408)
article-paragraph: ਪ੍ਰੋਗਰਾਮ ਦੇ ਅੰਤ ਵਿੱਚ ਜੇਤੂ ਵਿਦਿਆਰਥੀਆਂ ਨੂੰ ਇਨਾਮ ਵੰਡੇ ਗਏ ਅਤੇ ਸਰਟੀਫਿਕੇਟ ਦਿੱਤੇ ਗਏ। (790, 137, 997, 160)
article-paragraph: ਉਨ੍ਹਾਂ ਕਿਹਾ ਕਿ ਕੇਂਦਰ ਸਰਕਾਰ ਦੀਆਂ ਭਲਾਈ ਸਕੀਮਾਂ ਦਾ ਲਾਭ ਹਰ ਵਰਗ ਤੱਕ ਪਹੁੰਚਾਉਣਾ ਹੀ ਪਾਰਟੀ ਦਾ ਮੁੱਖ ਮੰਤਵ ਹੈ। ਇਸ ਮੌਕੇ ਵੱਡੀ ਗਿਣਤੀ ਵਿੱਚ ਪਾਰਟੀ ਵਰਕਰ ਹਾਜ਼ਰ ਸਨ। (11, 293, 275, 429)
column-left (11, 78, 501, 1579)
article-paragraph: ਯਾਦਵਿੰਦਰ ਸਕੂਲ ਵਿਖੇ ਸਿਹਤ ਵਿਭਾਗ ਦੀ ਟੀਮ ਨੇ ਬੱਚਿਆਂ ਅਤੇ ਸਟਾਫ਼ ਨੂੰ ਡੇਂਗੂ ਤੋਂ ਬਚਾਅ ਬਾਰੇ ਜਾਣਕਾਰੀ ਦਿੱਤੀ। (790, 1242, 997, 1265)
article-paragraph: ਉਨ੍ਹਾਂ ਲੋਕਾਂ ਨੂੰ ਅਪੀਲ ਕੀਤੀ ਕਿ ਉਹ ਸਰਕਾਰੀ ਸਕੀਮਾਂ ਦਾ ਵੱਧ ਤੋਂ ਵੱਧ ਲਾਭ ਲੈਣ। (1453, 1172, 1554, 1208)
headline: ਸ੍ਰੀ ਗੁਰੂ ਤੇਗ ਬਹਾਦਰ ਕਾਲਜ ਵੁਮੈਨ ਦੀ ਵਿਦਿਆਰਥਣਾਂ ਨੇ ਇਮਤਿਹਾਨ 'ਚ ਸ਼ਾਨਦਾਰ ਨਤੀਜਾ ਹਾਸਲ ਕੀਤਾ (510, 901, 1001, 944)
headline: ਖਾਲਸਾ ਕਾਲਜ ਵਿਖੇ ਕਰਵਾਇਆ ਕਰੀਅਰ ਪ੍ਰਚਾਰ ਸਮਾਗਮ (1010, 837, 1554, 863)
article-photo (510, 682, 783, 818)
photo-credit: ਪੰਜਾਬ ਟਾਇਮਜ਼ ਵਿਸ਼ੇਸ਼ (1011, 980, 1095, 994)
article-a15 (1010, 1064, 1554, 1230)
article-dateline: ਸ੍ਰੀ ਅੰਮ੍ਰਿਤਸਰ ਸਾਹਿਬ, 22 ਅਗਸਤ (ਪੰਜਾਬ ਟਾਇਮਜ਼)- (11, 1214, 138, 1237)
photo-credit: ਪੰਜਾਬ ਟਾਇਮਜ਼ ਵਿਸ਼ੇਸ਼ (511, 247, 596, 260)
article-photo (510, 105, 783, 261)
article-paragraph: ਮੰਤਰੀ ਨੇ ਭਰੋਸਾ ਦਿਵਾਇਆ ਕਿ ਸਰਕਾਰ ਪ੍ਰਵਾਸੀ ਭਾਰਤੀਆਂ ਦੀਆਂ ਸਮੱਸਿਆਵਾਂ ਨੂੰ ਪਹਿਲ ਦੇ ਆਧਾਰ 'ਤੇ ਹੱਲ ਕਰੇਗੀ। (1288, 224, 1412, 261)
article-paragraph: ਡੀ.ਏ.ਵੀ. ਕਾਲਜ ਵਿੱਚ ਵਿਸ਼ਵ ਉਦਮੀ ਦਿਵਸ ਮੌਕੇ ਵਿਸ਼ੇਸ਼ ਸਮਾਗਮ ਕਰਵਾਇਆ ਗਿਆ ਜਿਸ ਵਿੱਚ ਵਿਦਿਆਰਥੀਆਂ ਨੂੰ ਸਵੈ-ਰੁਜ਼ਗਾਰ ਬਾਰੇ ਜਾਣਕਾਰੀ ਦਿੱਤੀ ਗਈ। (510, 591, 641, 641)
article-paragraph: ਵਿਦਿਆਰਥੀਆਂ ਨੇ ਆਪਣੇ ਕਾਰੋਬਾਰੀ ਵਿਚਾਰ ਪੇਸ਼ ਕੀਤੇ ਅਤੇ ਜੇਤੂਆਂ ਨੂੰ ਸਨਮਾਨਿਤ ਕੀਤਾ ਗਿਆ। (790, 487, 997, 510)
article-a13 (11, 1304, 501, 1579)
article-a6 (1010, 321, 1554, 561)
article-paragraph: ਇਨ੍ਹਾਂ ਖੇਡਾਂ ਵਿੱਚ ਵੱਖ-ਵੱਖ ਸਕੂਲਾਂ ਦੇ ਸੈਂਕੜੇ ਖਿਡਾਰੀ ਹਿੱਸਾ ਲੈ ਰਹੇ ਹਨ। (149, 1511, 275, 1534)
article-paragraph: ਵਿਦਿਆਰਥੀਆਂ ਨੇ ਆਪਣੇ ਕਾਰੋਬਾਰੀ ਵਿਚਾਰ ਪੇਸ਼ ਕੀਤੇ ਅਤੇ ਜੇਤੂਆਂ ਨੂੰ ਸਨਮਾਨਿਤ ਕੀਤਾ ਗਿਆ। (652, 605, 783, 641)
article-photo (510, 946, 783, 1113)
article-paragraph: ਉਨ੍ਹਾਂ ਕਿਹਾ ਕਿ ਇਹ ਪ੍ਰਾਪਤੀ ਅਧਿਆਪਕਾਂ ਦੀ ਮਿਹਨਤ ਅਤੇ ਵਿਦਿਆਰਥਣਾਂ ਦੀ ਲਗਨ ਦਾ ਨਤੀਜਾ ਹੈ। (790, 1009, 997, 1032)
photo-credit: ਪੰਜਾਬ ਟਾਇਮਜ਼ ਵਿਸ਼ੇਸ਼ (12, 1491, 96, 1504)
article-photo (11, 1353, 275, 1505)
article-dateline: ਸ੍ਰੀ ਅੰਮ੍ਰਿਤਸਰ ਸਾਹਿਬ, 22 ਅਗਸਤ (ਪੰਜਾਬ ਟਾਇਮਜ਼)- (1010, 492, 1138, 516)
edition-label: ਪੀ.ਟੀ. ਅੰਮ੍ਰਿਤਸਰ (689, 28, 811, 47)
newspaper-logo (11, 8, 268, 61)
article-paragraph: ਉਨ੍ਹਾਂ ਦੱਸਿਆ ਕਿ ਹੁਣ ਆਨਲਾਈਨ ਅਰਜ਼ੀ ਦੇ ਕੇ ਸਿੱਧਾ ਲਾਭਪਾਤਰੀ ਦੇ ਖਾਤੇ ਵਿੱਚ ਰਾਸ਼ੀ ਪਾਈ ਜਾਂਦੀ ਹੈ। (1179, 1114, 1337, 1151)
article-dateline: ਸ੍ਰੀ ਅੰਮ੍ਰਿਤਸਰ ਸਾਹਿਬ, 22 ਅਗਸਤ (ਪੰਜਾਬ ਟਾਇਮਜ਼)- (1018, 224, 1142, 247)
photo-credit: ਪੰਜਾਬ ਟਾਇਮਜ਼ ਵਿਸ਼ੇਸ਼ (511, 541, 596, 554)
